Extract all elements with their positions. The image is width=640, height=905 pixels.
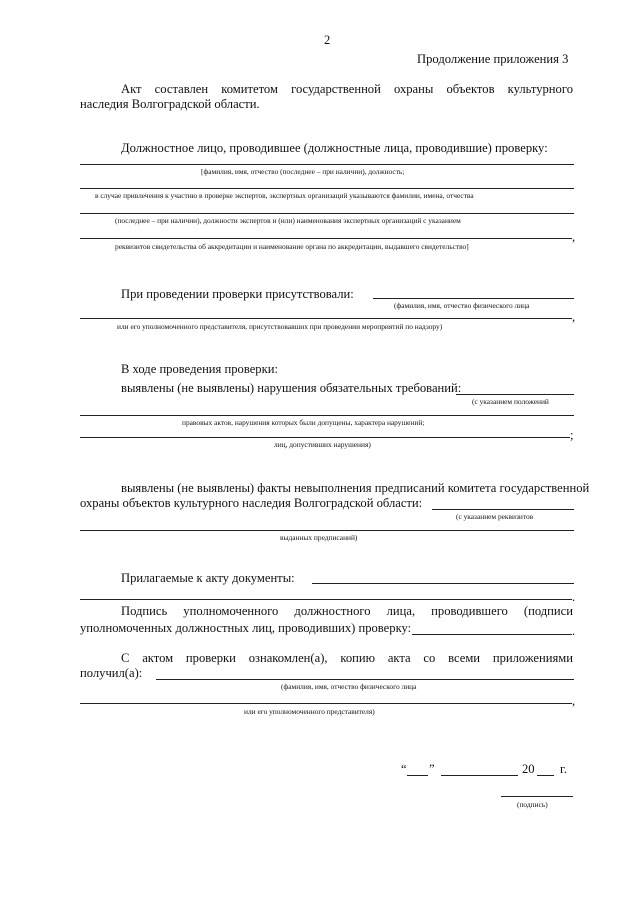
signature-end: . xyxy=(572,624,576,638)
present-line-2-end: , xyxy=(572,310,576,324)
violations-label: выявлены (не выявлены) нарушения обязательных требований: xyxy=(121,381,462,395)
official-hint-3: (последнее – при наличии), должности экспертов и (или) наименования экспертных организаций с указанием xyxy=(115,216,461,225)
violations-line-3 xyxy=(80,437,570,438)
acquainted-line-1: С актом проверки ознакомлен(а), копию акта со всеми приложениями xyxy=(121,651,573,665)
acquainted-hint-1: (фамилия, имя, отчество физического лица xyxy=(281,682,417,691)
attached-line-2 xyxy=(80,599,572,600)
prescriptions-line-1: выявлены (не выявлены) факты невыполнения предписаний комитета государственной xyxy=(121,481,590,495)
during-label: В ходе проведения проверки: xyxy=(121,362,278,376)
date-close-quote: ” xyxy=(429,762,435,776)
violations-hint-2: правовых актов, нарушения которых были допущены, характера нарушений; xyxy=(182,418,425,427)
acquainted-hint-2: или его уполномоченного представителя) xyxy=(244,707,375,716)
intro-line-2: наследия Волгоградской области. xyxy=(80,97,260,111)
violations-line-3-end: ; xyxy=(570,428,574,442)
official-line-3 xyxy=(80,213,574,214)
official-line-1 xyxy=(80,164,574,165)
prescriptions-line-blank-2 xyxy=(80,530,574,531)
official-hint-1: [фамилия, имя, отчество (последнее – при наличии), должность; xyxy=(201,167,405,176)
date-day-blank xyxy=(407,775,428,776)
official-hint-2: в случае привлечения к участию в проверке экспертов, экспертных организаций указываются фамилии, имена, отчества xyxy=(95,191,474,200)
date-month-blank xyxy=(441,775,518,776)
attached-label: Прилагаемые к акту документы: xyxy=(121,571,295,585)
present-label: При проведении проверки присутствовали: xyxy=(121,287,354,301)
attached-line-1 xyxy=(312,583,574,584)
official-line-4-end: , xyxy=(572,230,576,244)
violations-line-2 xyxy=(80,415,574,416)
violations-hint-1: (с указанием положений xyxy=(472,397,549,406)
appendix-note: Продолжение приложения 3 xyxy=(417,52,569,66)
present-hint-1: (фамилия, имя, отчество физического лица xyxy=(394,301,530,310)
date-signature-hint: (подпись) xyxy=(517,800,548,809)
present-line-2 xyxy=(80,318,572,319)
prescriptions-line-blank-1 xyxy=(432,509,574,510)
attached-line-2-end: . xyxy=(572,590,576,604)
violations-hint-3: лиц, допустивших нарушения) xyxy=(274,440,371,449)
official-label: Должностное лицо, проводившее (должностные лица, проводившие) проверку: xyxy=(121,141,548,155)
prescriptions-line-2: охраны объектов культурного наследия Волгоградской области: xyxy=(80,496,423,510)
signature-blank xyxy=(412,634,572,635)
acquainted-blank-2-end: , xyxy=(572,694,576,708)
signature-line-2: уполномоченных должностных лиц, проводивших) проверку: xyxy=(80,621,412,635)
signature-line-1: Подпись уполномоченного должностного лица, проводившего (подписи xyxy=(121,604,573,618)
present-hint-2: или его уполномоченного представителя, присутствовавших при проведении мероприятий по надзору) xyxy=(117,322,443,331)
intro-line-1: Акт составлен комитетом государственной охраны объектов культурного xyxy=(121,82,573,96)
acquainted-blank-1 xyxy=(156,679,574,680)
acquainted-line-2: получил(а): xyxy=(80,666,143,680)
date-year-prefix: 20 xyxy=(522,762,535,776)
prescriptions-hint-2: выданных предписаний) xyxy=(280,533,358,542)
present-line-1 xyxy=(373,298,574,299)
date-year-suffix: г. xyxy=(560,762,567,776)
page-number: 2 xyxy=(324,33,331,47)
official-line-2 xyxy=(80,188,574,189)
date-year-blank xyxy=(537,775,554,776)
violations-line-1 xyxy=(456,394,574,395)
date-open-quote: “ xyxy=(401,762,407,776)
official-line-4 xyxy=(80,238,572,239)
prescriptions-hint-1: (с указанием реквизитов xyxy=(456,512,534,521)
official-hint-4: реквизитов свидетельства об аккредитации и наименование органа по аккредитации, выдавшего свидетельство] xyxy=(115,242,469,251)
date-signature-blank xyxy=(501,796,573,797)
acquainted-blank-2 xyxy=(80,703,572,704)
